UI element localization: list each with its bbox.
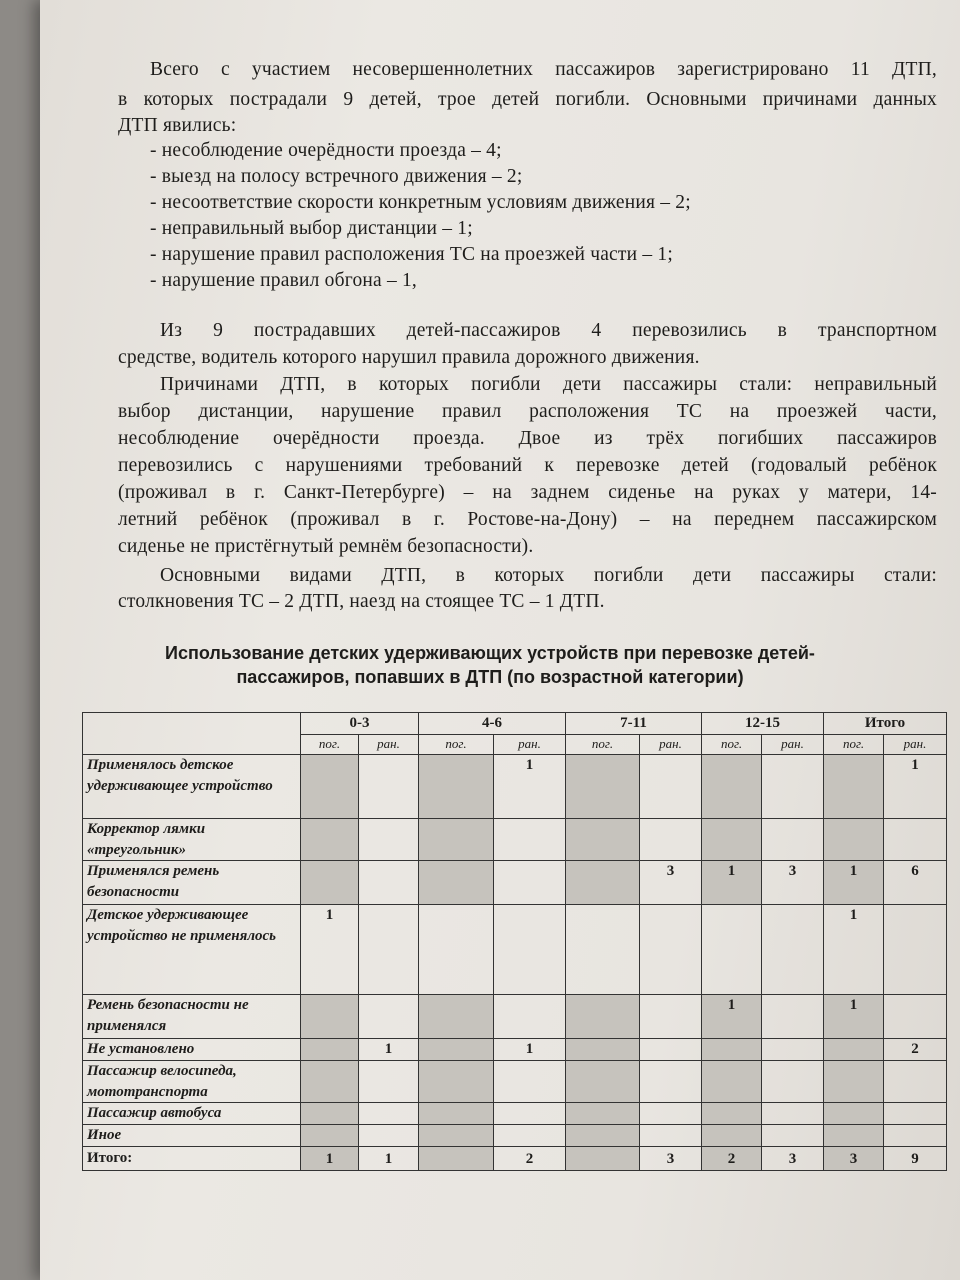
table-cell	[702, 1103, 762, 1125]
table-cell	[566, 861, 640, 905]
row-label: Иное	[83, 1125, 301, 1147]
table-cell	[494, 995, 566, 1039]
table-cell	[359, 819, 419, 861]
table-cell: 3	[640, 861, 702, 905]
table-cell: 1	[824, 861, 884, 905]
table-cell	[824, 755, 884, 819]
table-cell	[640, 995, 702, 1039]
table-cell	[824, 1061, 884, 1103]
table-cell	[566, 755, 640, 819]
table-cell	[884, 819, 947, 861]
table-cell: 3	[640, 1147, 702, 1171]
row-label: Детское удерживающее устройство не применялось	[83, 905, 301, 995]
sub-header-killed: пог.	[702, 735, 762, 755]
table-row	[83, 1061, 947, 1103]
paragraph-2-line-1: Из 9 пострадавших детей-пассажиров 4 перевозились в транспортном	[160, 320, 937, 341]
table-cell	[359, 1125, 419, 1147]
table-cell	[702, 1125, 762, 1147]
table-cell	[359, 1061, 419, 1103]
table-cell	[702, 755, 762, 819]
table-cell: 2	[884, 1039, 947, 1061]
table-cell: 2	[702, 1147, 762, 1171]
table-cell	[566, 1103, 640, 1125]
table-cell	[419, 1147, 494, 1171]
table-row	[83, 819, 947, 861]
table-title-line-2: пассажиров, попавших в ДТП (по возрастной категории)	[236, 667, 744, 687]
cause-item: - несоблюдение очерёдности проезда – 4;	[150, 140, 502, 161]
table-cell	[884, 1125, 947, 1147]
table-title-line-1: Использование детских удерживающих устройств при перевозке детей-	[165, 643, 815, 663]
table-cell: 1	[824, 995, 884, 1039]
table-cell	[301, 861, 359, 905]
table-row	[83, 995, 947, 1039]
cause-item: - нарушение правил обгона – 1,	[150, 270, 418, 291]
table-total-row	[83, 1147, 947, 1171]
paragraph-4-line-2: столкновения ТС – 2 ДТП, наезд на стоящее ТС – 1 ДТП.	[118, 591, 605, 612]
table-cell	[419, 819, 494, 861]
table-cell	[419, 755, 494, 819]
table-cell	[566, 905, 640, 995]
table-cell	[824, 819, 884, 861]
table-cell	[301, 1125, 359, 1147]
sub-header-killed: пог.	[419, 735, 494, 755]
table-cell	[494, 1103, 566, 1125]
cause-item: - несоответствие скорости конкретным условиям движения – 2;	[150, 192, 691, 213]
sub-header-killed: пог.	[566, 735, 640, 755]
table-cell	[301, 1039, 359, 1061]
table-cell	[301, 1103, 359, 1125]
paragraph-3-line-7: сиденье не пристёгнутый ремнём безопасности).	[118, 536, 534, 557]
table-cell: 1	[494, 755, 566, 819]
table-cell: 3	[824, 1147, 884, 1171]
restraint-usage-table	[82, 712, 947, 1171]
table-cell	[566, 1039, 640, 1061]
paragraph-4-line-1: Основными видами ДТП, в которых погибли дети пассажиры стали:	[160, 565, 937, 586]
table-cell	[762, 905, 824, 995]
table-row	[83, 1125, 947, 1147]
table-cell	[419, 1125, 494, 1147]
table-cell	[494, 905, 566, 995]
age-group-header: 7-11	[566, 713, 702, 735]
sub-header-injured: ран.	[640, 735, 702, 755]
cause-item: - неправильный выбор дистанции – 1;	[150, 218, 473, 239]
table-cell	[702, 1039, 762, 1061]
table-cell	[494, 1125, 566, 1147]
table-cell	[702, 905, 762, 995]
table-cell	[702, 819, 762, 861]
row-label: Не установлено	[83, 1039, 301, 1061]
table-cell	[359, 1103, 419, 1125]
table-cell	[762, 1039, 824, 1061]
table-cell	[640, 1039, 702, 1061]
table-cell	[762, 1103, 824, 1125]
table-cell: 1	[702, 995, 762, 1039]
corner-header-cell	[83, 713, 301, 755]
table-cell	[359, 905, 419, 995]
paragraph-3-line-1: Причинами ДТП, в которых погибли дети пассажиры стали: неправильный	[160, 374, 937, 395]
table-cell: 1	[359, 1039, 419, 1061]
paragraph-3-line-4: перевозились с нарушениями требований к перевозке детей (годовалый ребёнок	[118, 455, 937, 476]
table-cell	[494, 1061, 566, 1103]
table-cell	[419, 861, 494, 905]
table-cell	[884, 905, 947, 995]
table-cell	[419, 995, 494, 1039]
table-cell: 1	[824, 905, 884, 995]
paragraph-3-line-2: выбор дистанции, нарушение правил расположения ТС на проезжей части,	[118, 401, 937, 422]
table-cell: 1	[301, 905, 359, 995]
row-label: Ремень безопасности не применялся	[83, 995, 301, 1039]
table-cell: 1	[884, 755, 947, 819]
table-cell	[640, 1103, 702, 1125]
row-label: Применялось детское удерживающее устройство	[83, 755, 301, 819]
table-cell	[640, 905, 702, 995]
table-cell	[640, 1061, 702, 1103]
table-cell	[566, 995, 640, 1039]
table-cell	[301, 819, 359, 861]
table-cell	[824, 1103, 884, 1125]
table-cell: 9	[884, 1147, 947, 1171]
table-cell	[884, 1103, 947, 1125]
table-row	[83, 861, 947, 905]
row-label: Корректор лямки «треугольник»	[83, 819, 301, 861]
table-cell: 3	[762, 861, 824, 905]
table-cell	[494, 819, 566, 861]
paragraph-2-line-2: средстве, водитель которого нарушил правила дорожного движения.	[118, 347, 700, 368]
table-row	[83, 905, 947, 995]
table-cell	[566, 1125, 640, 1147]
table-cell	[702, 1061, 762, 1103]
table-cell	[640, 819, 702, 861]
table-row	[83, 1103, 947, 1125]
row-label: Пассажир велосипеда, мототранспорта	[83, 1061, 301, 1103]
table-cell	[301, 1061, 359, 1103]
table-row	[83, 1039, 947, 1061]
table-cell: 1	[359, 1147, 419, 1171]
sub-header-killed: пог.	[301, 735, 359, 755]
table-cell	[494, 861, 566, 905]
table-cell	[566, 1147, 640, 1171]
table-cell: 1	[494, 1039, 566, 1061]
paragraph-1-line-3: ДТП явились:	[118, 115, 237, 136]
table-cell	[824, 1039, 884, 1061]
table-cell	[762, 819, 824, 861]
table-cell	[640, 1125, 702, 1147]
table-cell	[301, 995, 359, 1039]
row-label: Применялся ремень безопасности	[83, 861, 301, 905]
table-cell: 6	[884, 861, 947, 905]
paragraph-1-line-1: Всего с участием несовершеннолетних пассажиров зарегистрировано 11 ДТП,	[150, 59, 937, 80]
table-cell	[419, 1103, 494, 1125]
table-cell	[301, 755, 359, 819]
paragraph-1-line-2: в которых пострадали 9 детей, трое детей погибли. Основными причинами данных	[118, 89, 937, 110]
total-group-header: Итого	[824, 713, 947, 735]
cause-item: - выезд на полосу встречного движения – 2;	[150, 166, 523, 187]
table-cell	[762, 1125, 824, 1147]
table-cell	[359, 755, 419, 819]
sub-header-injured: ран.	[884, 735, 947, 755]
row-label: Пассажир автобуса	[83, 1103, 301, 1125]
paragraph-3-line-3: несоблюдение очерёдности проезда. Двое из трёх погибших пассажиров	[118, 428, 937, 449]
table-cell	[566, 1061, 640, 1103]
table-row	[83, 755, 947, 819]
table-cell: 1	[702, 861, 762, 905]
table-cell: 3	[762, 1147, 824, 1171]
paragraph-3-line-6: летний ребёнок (проживал в г. Ростове-на-Дону) – на переднем пассажирском	[118, 509, 937, 530]
table-cell	[884, 1061, 947, 1103]
table-cell	[884, 995, 947, 1039]
table-cell	[566, 819, 640, 861]
sub-header-injured: ран.	[494, 735, 566, 755]
cause-item: - нарушение правил расположения ТС на проезжей части – 1;	[150, 244, 673, 265]
table-cell	[359, 861, 419, 905]
table-cell	[419, 905, 494, 995]
table-cell	[762, 755, 824, 819]
table-cell	[762, 1061, 824, 1103]
table-cell	[419, 1061, 494, 1103]
sub-header-injured: ран.	[359, 735, 419, 755]
table-cell	[824, 1125, 884, 1147]
table-cell	[359, 995, 419, 1039]
table-cell	[640, 755, 702, 819]
row-label: Итого:	[83, 1147, 301, 1171]
table-cell	[419, 1039, 494, 1061]
age-group-header: 4-6	[419, 713, 566, 735]
table-cell: 2	[494, 1147, 566, 1171]
sub-header-killed: пог.	[824, 735, 884, 755]
age-group-header: 12-15	[702, 713, 824, 735]
table-cell	[762, 995, 824, 1039]
paragraph-3-line-5: (проживал в г. Санкт-Петербурге) – на заднем сиденье на руках у матери, 14-	[118, 482, 937, 503]
sub-header-injured: ран.	[762, 735, 824, 755]
age-group-header: 0-3	[301, 713, 419, 735]
table-cell: 1	[301, 1147, 359, 1171]
